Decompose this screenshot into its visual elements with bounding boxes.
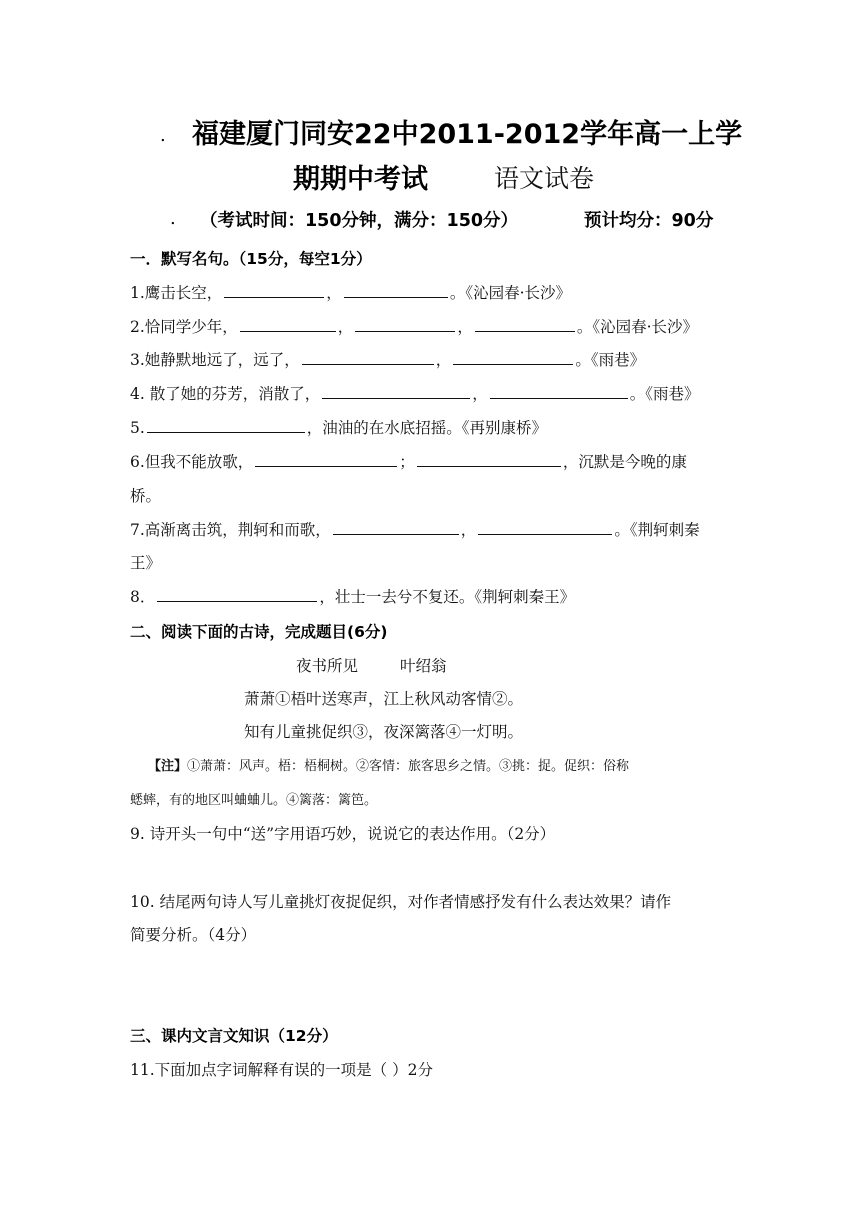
q5-suffix: ，油油的在水底招摇。《再别康桥》	[306, 419, 548, 437]
question-6	[130, 450, 687, 472]
q4-mid: ，	[472, 385, 488, 403]
q3-suffix: 。《雨巷》	[575, 351, 646, 369]
q4-blank-1[interactable]	[322, 384, 470, 399]
q4-prefix: 4. 散了她的芬芳，消散了，	[130, 385, 321, 403]
question-3	[130, 348, 645, 370]
q6-suffix: ，沉默是今晚的康	[562, 453, 687, 471]
q8-blank-1[interactable]	[157, 587, 317, 602]
poem-line-1: 萧萧①梧叶送寒声，江上秋风动客情②。	[244, 690, 524, 708]
q7-mid: ，	[460, 521, 477, 539]
q6-prefix: 6.但我不能放歌，	[130, 453, 254, 471]
q5-prefix: 5.	[130, 419, 145, 437]
q8-suffix: ，壮士一去兮不复还。《荆轲刺秦王》	[319, 588, 576, 606]
q1-mid: ，	[326, 284, 342, 302]
q1-suffix: 。《沁园春·长沙》	[449, 284, 571, 302]
poem-title: 夜书所见	[296, 657, 359, 675]
section1-heading: 一．默写名句。（15分，每空1分）	[130, 250, 372, 268]
page-subtitle: 语文试卷	[494, 164, 595, 193]
question-10-line-1: 10. 结尾两句诗人写儿童挑灯夜捉促织，对作者情感抒发有什么表达效果？请作	[130, 893, 672, 911]
q6-blank-1[interactable]	[255, 452, 397, 467]
note-label: 【注】	[148, 759, 188, 774]
q2-mid2: ，	[457, 318, 473, 336]
page-title-line2: 期期中考试	[293, 164, 428, 195]
q3-prefix: 3.她静默地远了，远了，	[130, 351, 300, 369]
q1-blank-2[interactable]	[344, 283, 448, 298]
question-7-wrap: 王》	[130, 554, 162, 572]
info-lead-dot: .	[170, 208, 176, 229]
poem-note-line-2: 蟋蟀，有的地区叫蛐蛐儿。④篱落：篱笆。	[130, 793, 378, 808]
q4-blank-2[interactable]	[490, 384, 628, 399]
question-6-wrap: 桥。	[130, 487, 162, 505]
q7-blank-1[interactable]	[333, 520, 459, 535]
question-8	[130, 585, 575, 607]
q2-blank-1[interactable]	[240, 317, 336, 332]
question-7	[130, 518, 700, 540]
q8-prefix: 8．	[130, 588, 156, 606]
q2-prefix: 2.恰同学少年，	[130, 318, 238, 336]
q2-mid1: ，	[337, 318, 354, 336]
q6-mid: ；	[399, 453, 415, 471]
question-9: 9. 诗开头一句中“送”字用语巧妙，说说它的表达作用。（2分）	[130, 825, 556, 843]
q7-suffix: 。《荆轲刺秦	[614, 521, 700, 539]
note-text-1: ①萧萧：风声。梧：梧桐树。②客情：旅客思乡之情。③挑：捉。促织：俗称	[187, 759, 630, 774]
q2-suffix: 。《沁园春·长沙》	[576, 318, 699, 336]
q3-blank-2[interactable]	[453, 350, 573, 365]
question-2	[130, 315, 698, 337]
q6-blank-2[interactable]	[417, 452, 561, 467]
q7-blank-2[interactable]	[478, 520, 612, 535]
q3-blank-1[interactable]	[302, 350, 434, 365]
question-1	[130, 281, 571, 303]
page-title-line1: 福建厦门同安22中2011-2012学年高一上学	[192, 119, 743, 150]
question-5	[130, 416, 547, 438]
exam-info: （考试时间：150分钟，满分：150分）	[200, 211, 519, 231]
question-10-line-2: 简要分析。（4分）	[130, 926, 257, 944]
q1-blank-1[interactable]	[224, 283, 324, 298]
q4-suffix: 。《雨巷》	[629, 385, 700, 403]
q3-mid: ，	[435, 351, 452, 369]
section2-heading: 二、阅读下面的古诗，完成题目(6分)	[130, 623, 388, 641]
q1-prefix: 1.鹰击长空，	[130, 284, 223, 302]
question-11: 11.下面加点字词解释有误的一项是（ ）2分	[130, 1061, 433, 1079]
poem-note-line-1	[148, 755, 629, 774]
poem-author: 叶绍翁	[400, 657, 447, 675]
poem-line-2: 知有儿童挑促织③，夜深篱落④一灯明。	[244, 723, 524, 741]
q7-prefix: 7.高渐离击筑，荆轲和而歌，	[130, 521, 331, 539]
title-lead-dot: .	[160, 125, 166, 146]
q2-blank-2[interactable]	[355, 317, 455, 332]
section3-heading: 三、课内文言文知识（12分）	[130, 1027, 338, 1045]
question-4	[130, 382, 700, 404]
q2-blank-3[interactable]	[475, 317, 575, 332]
expected-average: 预计均分：90分	[584, 211, 714, 231]
q5-blank-1[interactable]	[147, 418, 305, 433]
